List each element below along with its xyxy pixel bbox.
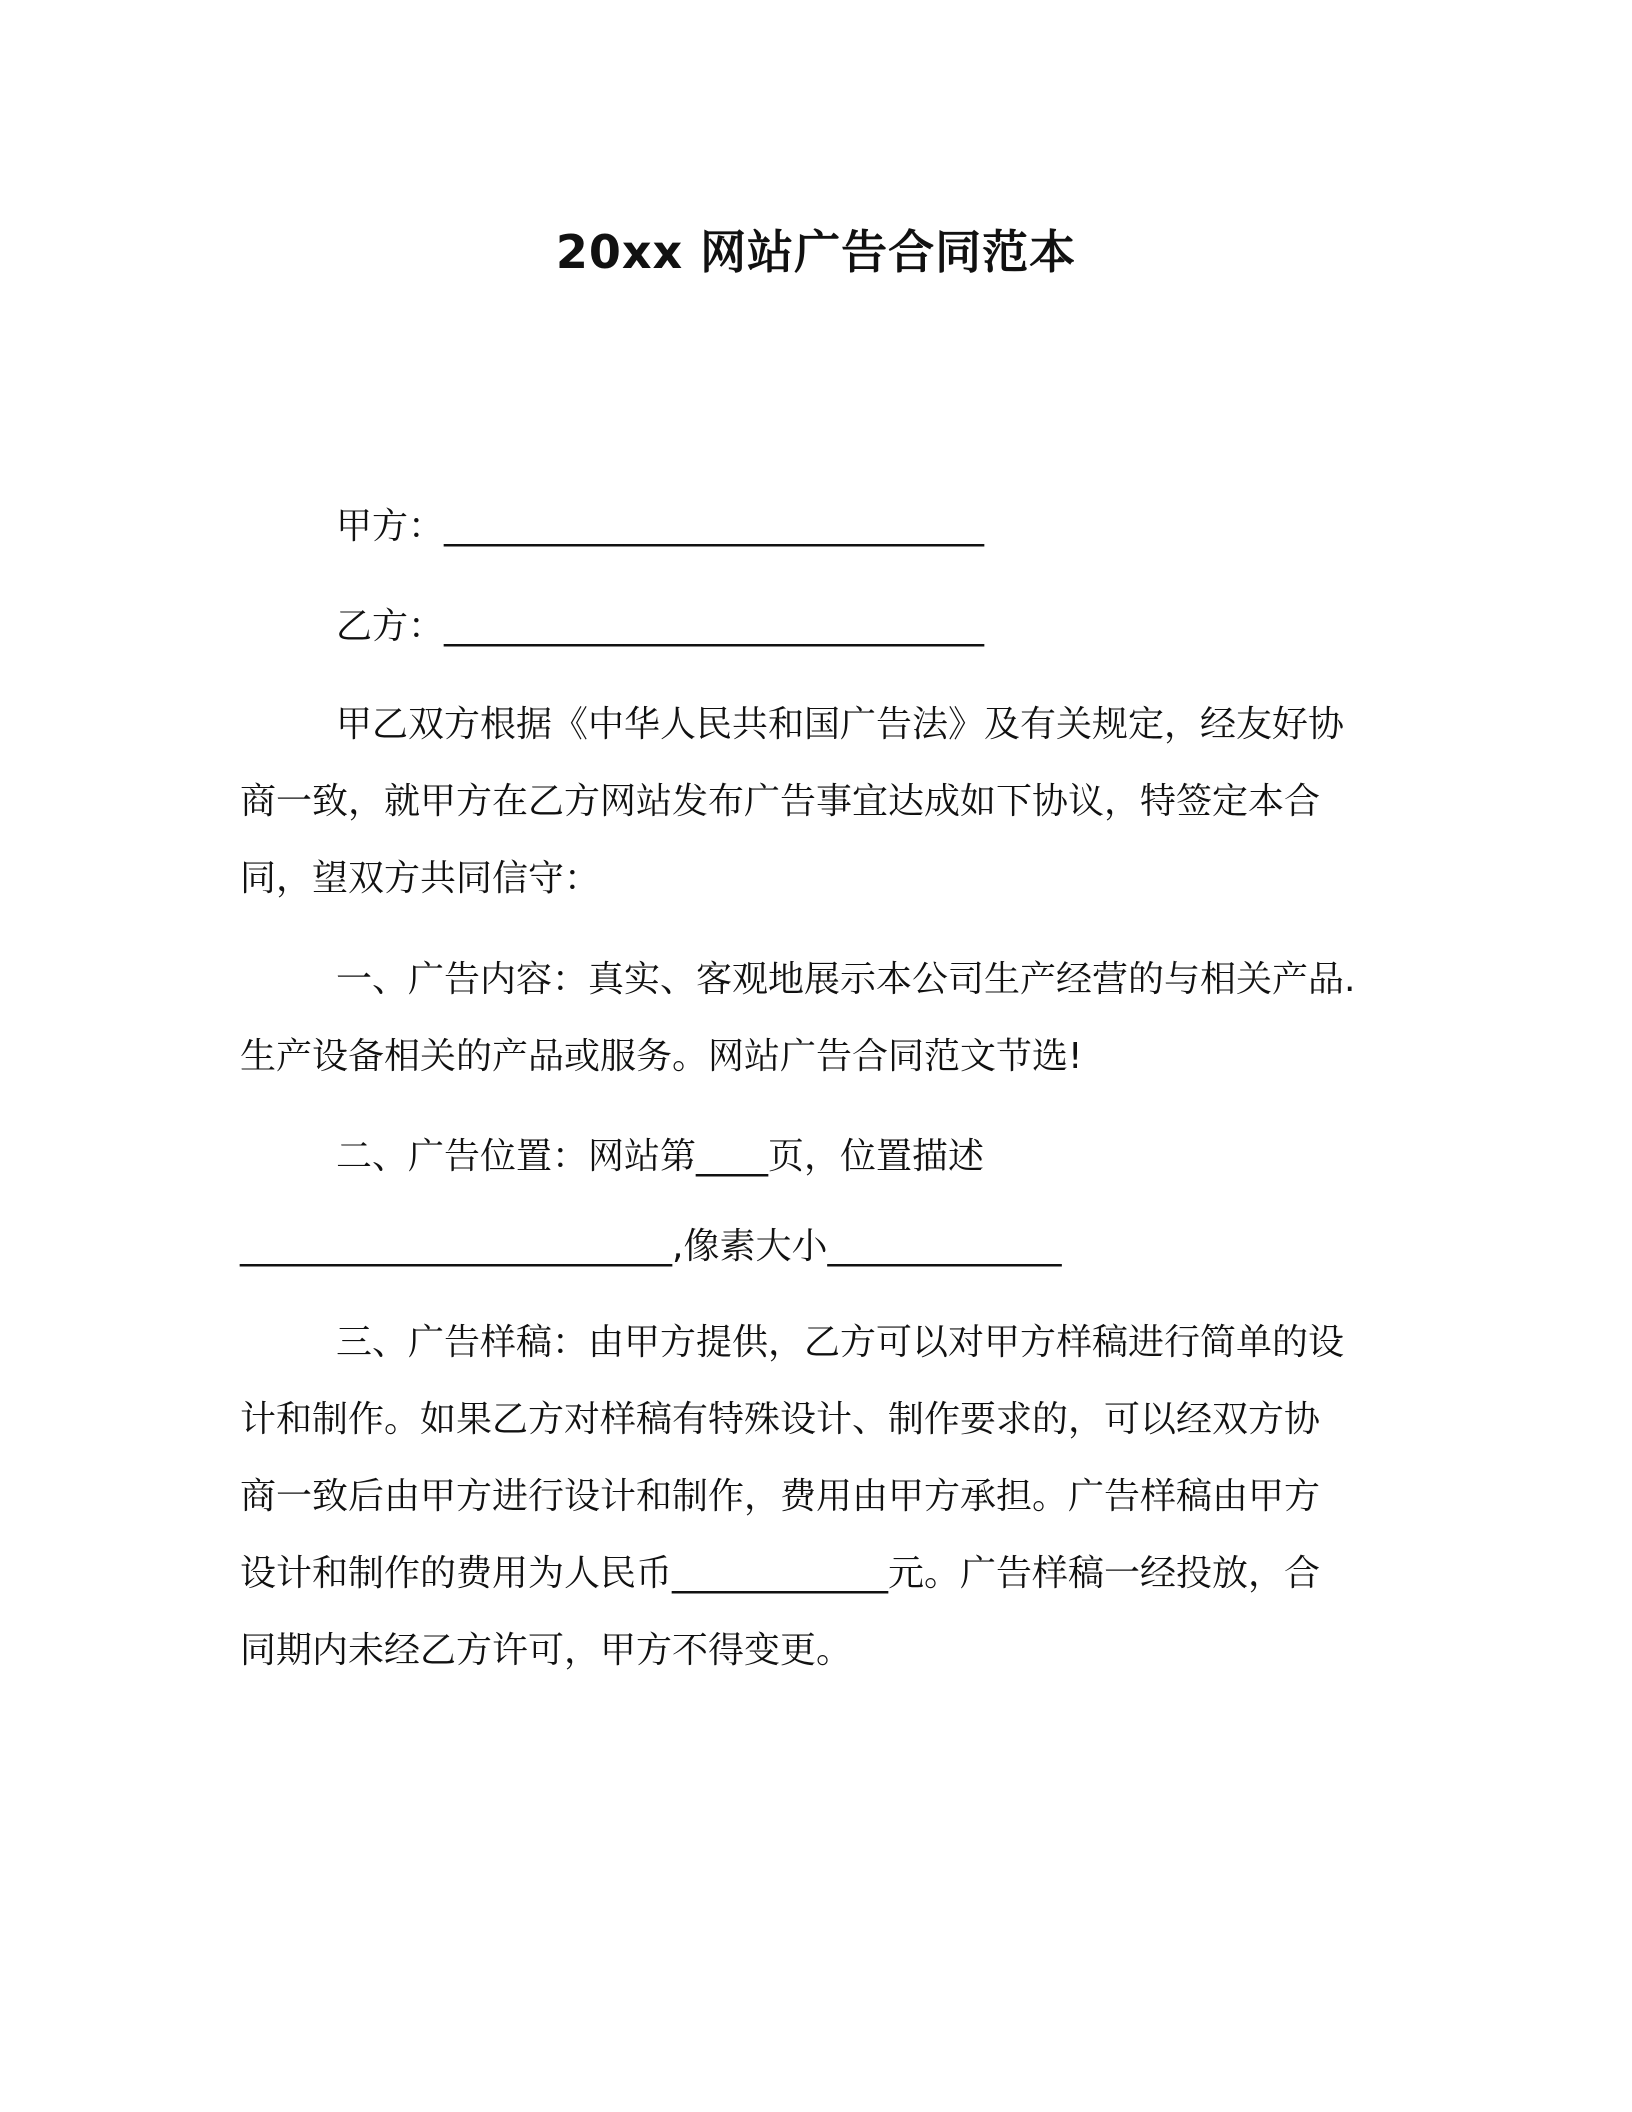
preamble-line-3: 同，望双方共同信守： [240, 858, 601, 899]
clause-3-line-1: 三、广告样稿：由甲方提供，乙方可以对甲方样稿进行简单的设 [336, 1322, 1345, 1363]
clause-2-line-2: ________________________,像素大小_____________ [240, 1226, 1062, 1267]
clause-2-line-1: 二、广告位置：网站第____页，位置描述 [336, 1136, 985, 1177]
preamble-line-2: 商一致，就甲方在乙方网站发布广告事宜达成如下协议，特签定本合 [240, 781, 1321, 822]
clause-3-line-5: 同期内未经乙方许可，甲方不得变更。 [240, 1630, 853, 1671]
clause-1-line-2: 生产设备相关的产品或服务。网站广告合同范文节选! [240, 1036, 1083, 1077]
document-title: 20xx 网站广告合同范本 [555, 225, 1077, 279]
preamble-line-1: 甲乙双方根据《中华人民共和国广告法》及有关规定，经友好协 [336, 704, 1345, 745]
clause-3-line-3: 商一致后由甲方进行设计和制作，费用由甲方承担。广告样稿由甲方 [240, 1476, 1321, 1517]
clause-3-line-2: 计和制作。如果乙方对样稿有特殊设计、制作要求的，可以经双方协 [240, 1399, 1321, 1440]
party-b-line: 乙方：______________________________ [336, 606, 985, 647]
party-a-line: 甲方：______________________________ [336, 506, 985, 547]
clause-3-line-4: 设计和制作的费用为人民币____________元。广告样稿一经投放，合 [240, 1553, 1321, 1594]
clause-1-line-1: 一、广告内容：真实、客观地展示本公司生产经营的与相关产品. [336, 959, 1356, 1000]
